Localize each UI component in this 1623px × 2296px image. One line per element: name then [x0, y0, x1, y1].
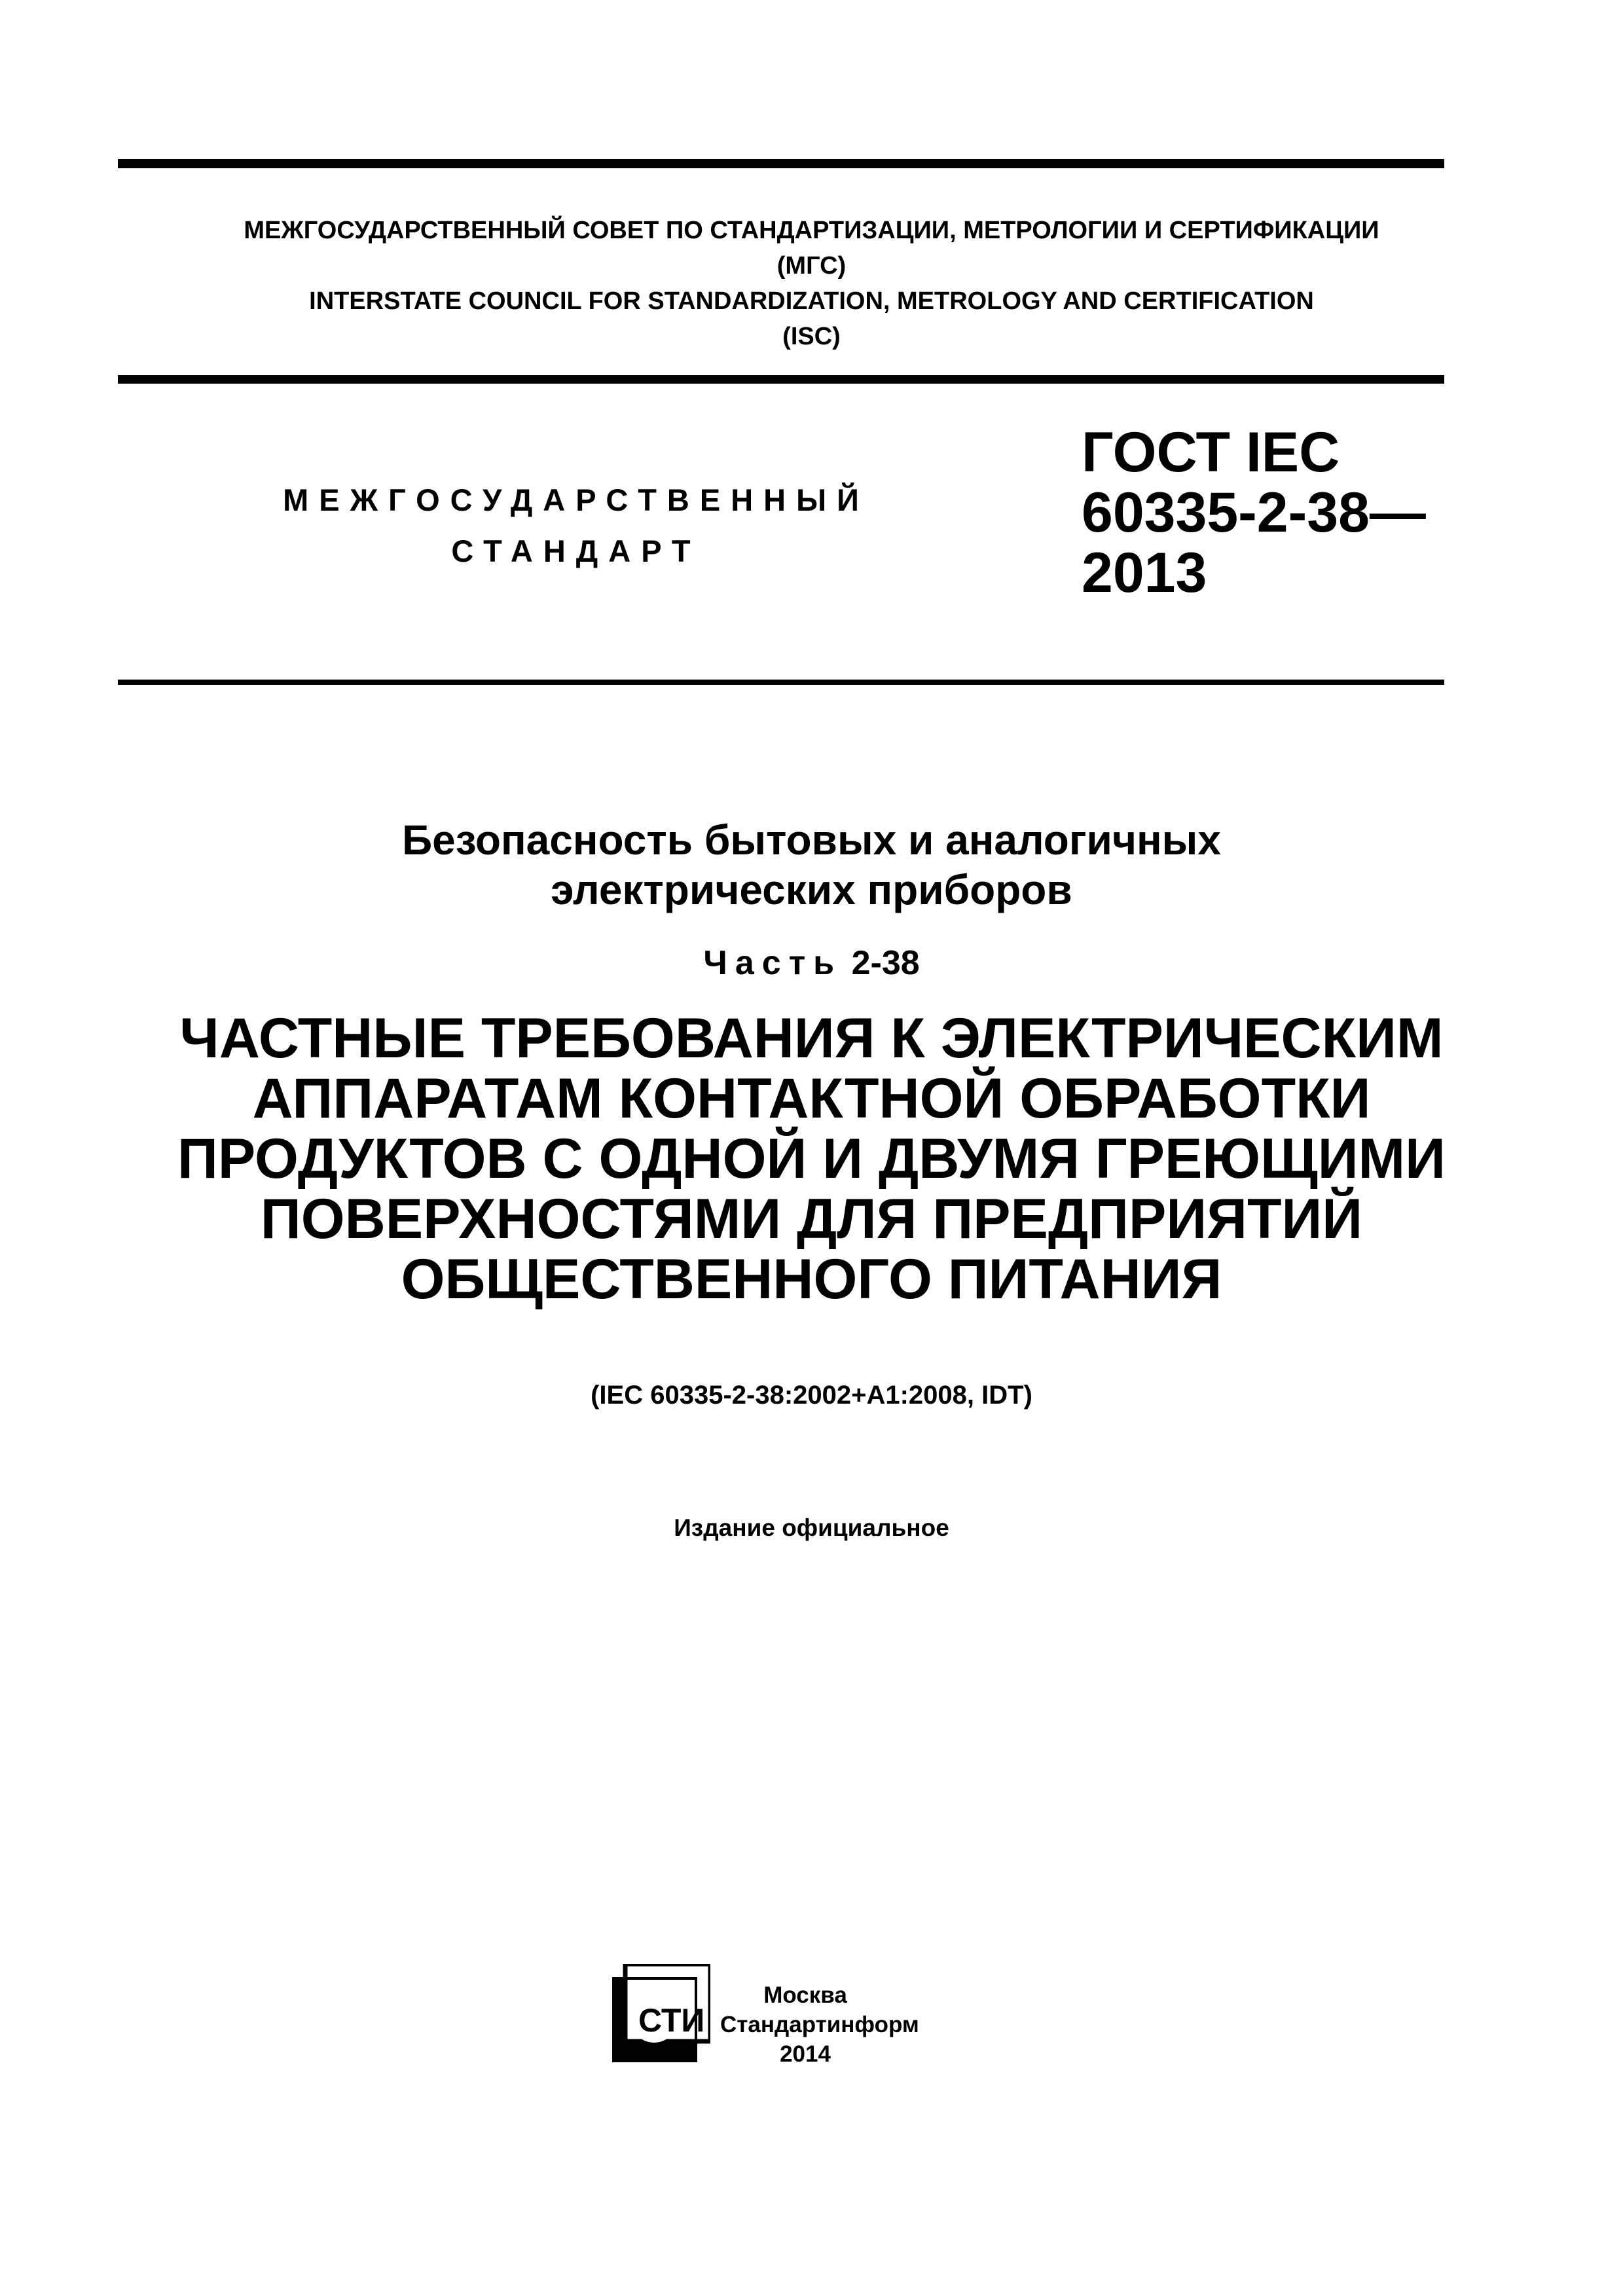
gost-line1: ГОСТ IEC [1082, 421, 1340, 484]
main-title-line: ОБЩЕСТВЕННОГО ПИТАНИЯ [401, 1248, 1222, 1311]
top-rule [118, 159, 1444, 168]
subtitle [0, 815, 1623, 915]
council-header [0, 213, 1623, 354]
council-abbr-ru: (МГС) [776, 252, 847, 280]
council-name-ru: МЕЖГОСУДАРСТВЕННЫЙ СОВЕТ ПО СТАНДАРТИЗАЦИИ, МЕТРОЛОГИИ И СЕРТИФИКАЦИИ [244, 217, 1379, 244]
iec-reference: (IEC 60335-2-38:2002+A1:2008, IDT) [591, 1381, 1032, 1410]
publisher-year: 2014 [780, 2041, 831, 2067]
standard-type-line2: СТАНДАРТ [451, 534, 701, 568]
main-title-line: ПОВЕРХНОСТЯМИ ДЛЯ ПРЕДПРИЯТИЙ [260, 1188, 1363, 1250]
main-title-line: АППАРАТАМ КОНТАКТНОЙ ОБРАБОТКИ [252, 1067, 1371, 1130]
gost-line2: 60335-2-38— [1082, 481, 1426, 544]
subtitle-line2: электрических приборов [551, 866, 1072, 913]
part-label: Часть [703, 944, 843, 982]
council-name-en: INTERSTATE COUNCIL FOR STANDARDIZATION, METROLOGY AND CERTIFICATION [309, 287, 1314, 315]
council-bottom-rule [118, 375, 1444, 384]
logo-text: СТИ [638, 2002, 705, 2039]
standartinform-logo-icon [612, 1964, 710, 2062]
header-bottom-rule [118, 680, 1444, 685]
gost-designation [1082, 422, 1448, 603]
main-title-line: ЧАСТНЫЕ ТРЕБОВАНИЯ К ЭЛЕКТРИЧЕСКИМ [179, 1007, 1444, 1070]
edition-note: Издание официальное [674, 1514, 949, 1541]
part-number: 2-38 [851, 944, 920, 982]
council-abbr-en: (ISC) [782, 323, 841, 350]
main-title [0, 1008, 1623, 1309]
subtitle-line1: Безопасность бытовых и аналогичных [402, 816, 1221, 864]
part-heading [0, 943, 1623, 983]
standard-type-line1: МЕЖГОСУДАРСТВЕННЫЙ [283, 483, 869, 517]
publisher-city: Москва [763, 1982, 847, 2008]
standard-type [249, 475, 903, 577]
main-title-line: ПРОДУКТОВ С ОДНОЙ И ДВУМЯ ГРЕЮЩИМИ [177, 1127, 1446, 1190]
gost-line3: 2013 [1082, 541, 1207, 604]
publisher-block [720, 1980, 919, 2069]
publisher-name: Стандартинформ [720, 2012, 919, 2037]
